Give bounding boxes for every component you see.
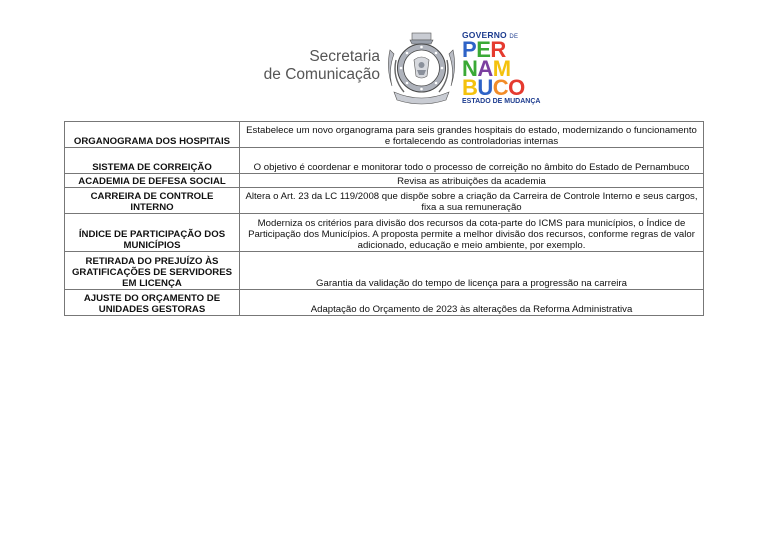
row-description: O objetivo é coordenar e monitorar todo o processo de correição no âmbito do Estado de Pernambuco (240, 148, 704, 174)
row-description: Garantia da validação do tempo de licença para a progressão na carreira (240, 252, 704, 290)
table-row (65, 252, 704, 290)
table-row (65, 188, 704, 214)
secretaria-line-1: Secretaria (309, 48, 380, 65)
row-description: Altera o Art. 23 da LC 119/2008 que dispõe sobre a criação da Carreira de Controle Interno e seus cargos, fixa a sua remuneração (240, 188, 704, 214)
estado-de-mudanca-tagline: ESTADO DE MUDANÇA (462, 98, 541, 105)
row-topic: SISTEMA DE CORREIÇÃO (65, 148, 240, 174)
table-row (65, 174, 704, 188)
logo-letter: N (462, 56, 478, 81)
row-topic: ÍNDICE DE PARTICIPAÇÃO DOS MUNICÍPIOS (65, 214, 240, 252)
logo-letter: A (477, 56, 493, 81)
row-topic: CARREIRA DE CONTROLE INTERNO (65, 188, 240, 214)
row-topic: ACADEMIA DE DEFESA SOCIAL (65, 174, 240, 188)
row-topic: AJUSTE DO ORÇAMENTO DE UNIDADES GESTORAS (65, 290, 240, 316)
row-description: Revisa as atribuições da academia (240, 174, 704, 188)
governo-pernambuco-logo (462, 30, 562, 110)
logo-letter: M (492, 56, 511, 81)
table-row (65, 148, 704, 174)
row-topic: ORGANOGRAMA DOS HOSPITAIS (65, 122, 240, 148)
coat-of-arms-icon (384, 30, 459, 108)
logo-letter: R (490, 37, 506, 62)
logo-letter: U (477, 75, 493, 100)
secretaria-logo-text (256, 48, 380, 84)
table-row (65, 122, 704, 148)
row-topic: RETIRADA DO PREJUÍZO ÀS GRATIFICAÇÕES DE SERVIDORES EM LICENÇA (65, 252, 240, 290)
logo-line-buco (462, 75, 525, 100)
logo-letter: C (492, 75, 509, 100)
secretaria-line-2: de Comunicação (263, 66, 380, 83)
projects-table (64, 121, 704, 316)
logo-letter: P (462, 37, 477, 62)
logo-letter: O (508, 75, 525, 100)
governo-de-word: DE (509, 34, 519, 40)
table-row (65, 214, 704, 252)
table-row (65, 290, 704, 316)
logo-letter: E (476, 37, 491, 62)
row-description: Moderniza os critérios para divisão dos recursos da cota-parte do ICMS para municípios, o Índice de Participação dos Municípios. A proposta permite a melhor divisão dos recursos, conforme regras de valor adicionado, educação e meio ambiente, por exemplo. (240, 214, 704, 252)
logo-letter: B (462, 75, 478, 100)
row-description: Estabelece um novo organograma para seis grandes hospitais do estado, modernizando o funcionamento e fortalecendo as controladorias internas (240, 122, 704, 148)
governo-word: GOVERNO (462, 30, 507, 40)
row-description: Adaptação do Orçamento de 2023 às alterações da Reforma Administrativa (240, 290, 704, 316)
page-header (0, 0, 768, 118)
